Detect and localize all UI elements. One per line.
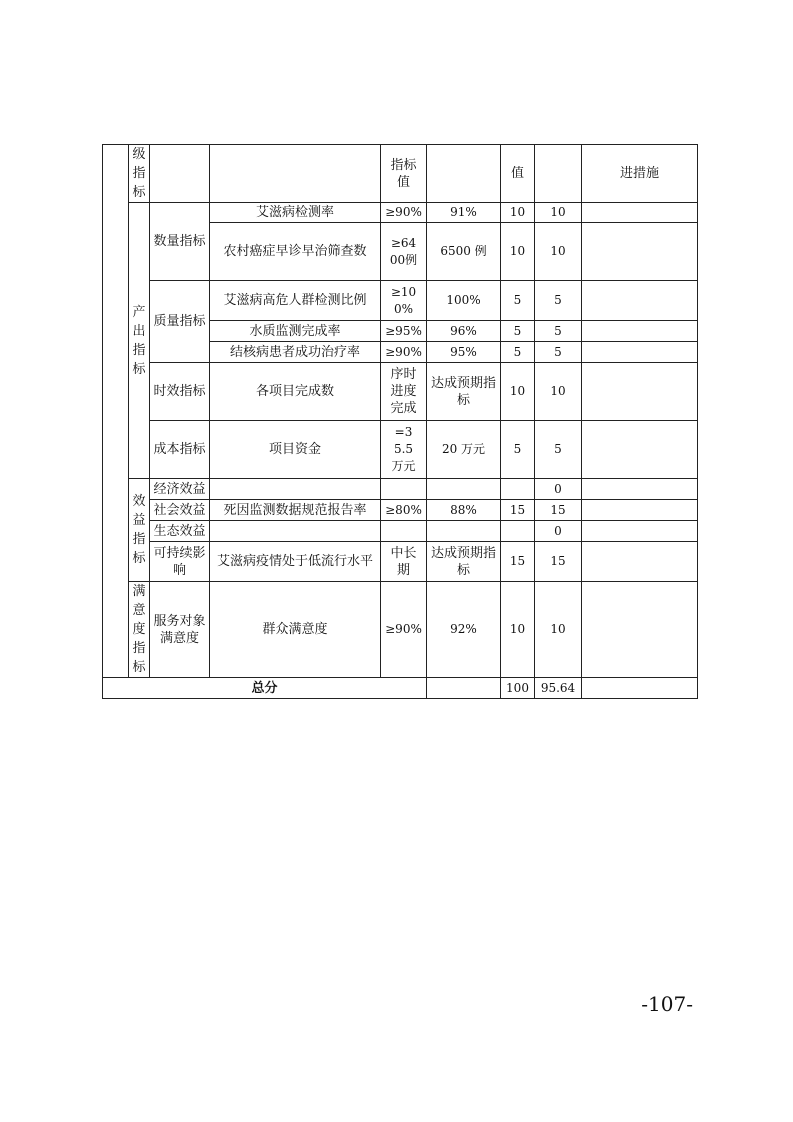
- header-blank-cell: [427, 145, 501, 203]
- score-cell: 15: [535, 500, 582, 521]
- indicator-cell: [210, 521, 381, 542]
- measures-cell: [582, 500, 698, 521]
- score-cell: 0: [535, 521, 582, 542]
- target-cell: ≥90%: [381, 582, 427, 678]
- header-blank-cell: [210, 145, 381, 203]
- first-level-column: [103, 145, 129, 678]
- indicator-cell: 艾滋病疫情处于低流行水平: [210, 542, 381, 582]
- category-cell: 数量指标: [150, 203, 210, 281]
- category-cell: 服务对象满意度: [150, 582, 210, 678]
- weight-cell: 15: [501, 542, 535, 582]
- table-row: [103, 281, 698, 321]
- indicator-cell: 结核病患者成功治疗率: [210, 342, 381, 363]
- weight-cell: 10: [501, 582, 535, 678]
- actual-cell: 95%: [427, 342, 501, 363]
- group-label: 产出指标: [132, 304, 146, 377]
- total-measures-cell: [582, 678, 698, 699]
- target-cell: ≥90%: [381, 203, 427, 223]
- indicator-cell: 艾滋病高危人群检测比例: [210, 281, 381, 321]
- weight-cell: [501, 479, 535, 500]
- score-cell: 10: [535, 363, 582, 421]
- measures-cell: [582, 363, 698, 421]
- target-cell: ≥95%: [381, 321, 427, 342]
- actual-cell: 96%: [427, 321, 501, 342]
- target-cell: ≥6400例: [381, 223, 427, 281]
- header-row: [103, 145, 698, 203]
- table-row: [103, 542, 698, 582]
- score-label: 值: [501, 145, 535, 203]
- group-satisfaction-cell: [129, 582, 150, 678]
- table-row: [103, 500, 698, 521]
- score-cell: 5: [535, 342, 582, 363]
- score-cell: 5: [535, 421, 582, 479]
- weight-cell: 5: [501, 321, 535, 342]
- score-cell: 5: [535, 321, 582, 342]
- performance-table: [102, 144, 698, 699]
- level-label: 级指标: [132, 147, 146, 200]
- measures-cell: [582, 223, 698, 281]
- weight-cell: 10: [501, 363, 535, 421]
- group-label: 效益指标: [132, 494, 146, 566]
- total-label: 总分: [103, 678, 427, 699]
- category-cell: 可持续影响: [150, 542, 210, 582]
- target-cell: [381, 521, 427, 542]
- actual-cell: 88%: [427, 500, 501, 521]
- weight-cell: 10: [501, 203, 535, 223]
- table-row: [103, 421, 698, 479]
- measures-cell: [582, 342, 698, 363]
- actual-cell: [427, 521, 501, 542]
- score-cell: 15: [535, 542, 582, 582]
- category-cell: 成本指标: [150, 421, 210, 479]
- measures-cell: [582, 542, 698, 582]
- target-label: 指标值: [390, 157, 417, 190]
- total-blank-cell: [427, 678, 501, 699]
- actual-cell: 92%: [427, 582, 501, 678]
- target-cell: ≥90%: [381, 342, 427, 363]
- measures-cell: [582, 479, 698, 500]
- indicator-cell: 艾滋病检测率: [210, 203, 381, 223]
- measures-cell: [582, 321, 698, 342]
- group-benefit-cell: [129, 479, 150, 582]
- page-number: -107-: [641, 992, 693, 1016]
- actual-cell: 6500 例: [427, 223, 501, 281]
- target-cell: ≥100%: [381, 281, 427, 321]
- target-cell: [381, 479, 427, 500]
- measures-label: 进措施: [582, 145, 698, 203]
- target-cell: ≥80%: [381, 500, 427, 521]
- actual-cell: 20 万元: [427, 421, 501, 479]
- target-label-cell: [381, 145, 427, 203]
- weight-cell: 10: [501, 223, 535, 281]
- header-blank-cell: [535, 145, 582, 203]
- total-score: 95.64: [535, 678, 582, 699]
- measures-cell: [582, 281, 698, 321]
- table-row: [103, 363, 698, 421]
- measures-cell: [582, 521, 698, 542]
- score-cell: 5: [535, 281, 582, 321]
- measures-cell: [582, 582, 698, 678]
- table-row: [103, 521, 698, 542]
- weight-cell: [501, 521, 535, 542]
- level-label-cell: [129, 145, 150, 203]
- score-cell: 10: [535, 582, 582, 678]
- group-label: 满意度指标: [132, 584, 146, 675]
- indicator-cell: 水质监测完成率: [210, 321, 381, 342]
- indicator-cell: 各项目完成数: [210, 363, 381, 421]
- score-cell: 10: [535, 223, 582, 281]
- header-blank-cell: [150, 145, 210, 203]
- indicator-cell: [210, 479, 381, 500]
- weight-cell: 5: [501, 342, 535, 363]
- actual-cell: [427, 479, 501, 500]
- weight-cell: 15: [501, 500, 535, 521]
- indicator-cell: 死因监测数据规范报告率: [210, 500, 381, 521]
- target-cell: 序时进度完成: [381, 363, 427, 421]
- measures-cell: [582, 421, 698, 479]
- group-output-cell: [129, 203, 150, 479]
- score-cell: 10: [535, 203, 582, 223]
- indicator-cell: 农村癌症早诊早治筛查数: [210, 223, 381, 281]
- table-row: [103, 582, 698, 678]
- table-row: [103, 479, 698, 500]
- indicator-cell: 项目资金: [210, 421, 381, 479]
- target-cell: =35.5万元: [381, 421, 427, 479]
- score-cell: 0: [535, 479, 582, 500]
- actual-cell: 达成预期指标: [427, 542, 501, 582]
- total-row: [103, 678, 698, 699]
- actual-cell: 91%: [427, 203, 501, 223]
- measures-cell: [582, 203, 698, 223]
- category-cell: 社会效益: [150, 500, 210, 521]
- category-cell: 质量指标: [150, 281, 210, 363]
- indicator-cell: 群众满意度: [210, 582, 381, 678]
- weight-cell: 5: [501, 421, 535, 479]
- category-cell: 时效指标: [150, 363, 210, 421]
- weight-cell: 5: [501, 281, 535, 321]
- category-cell: 生态效益: [150, 521, 210, 542]
- total-weight: 100: [501, 678, 535, 699]
- actual-cell: 达成预期指标: [427, 363, 501, 421]
- actual-cell: 100%: [427, 281, 501, 321]
- table-row: [103, 203, 698, 223]
- target-cell: 中长期: [381, 542, 427, 582]
- category-cell: 经济效益: [150, 479, 210, 500]
